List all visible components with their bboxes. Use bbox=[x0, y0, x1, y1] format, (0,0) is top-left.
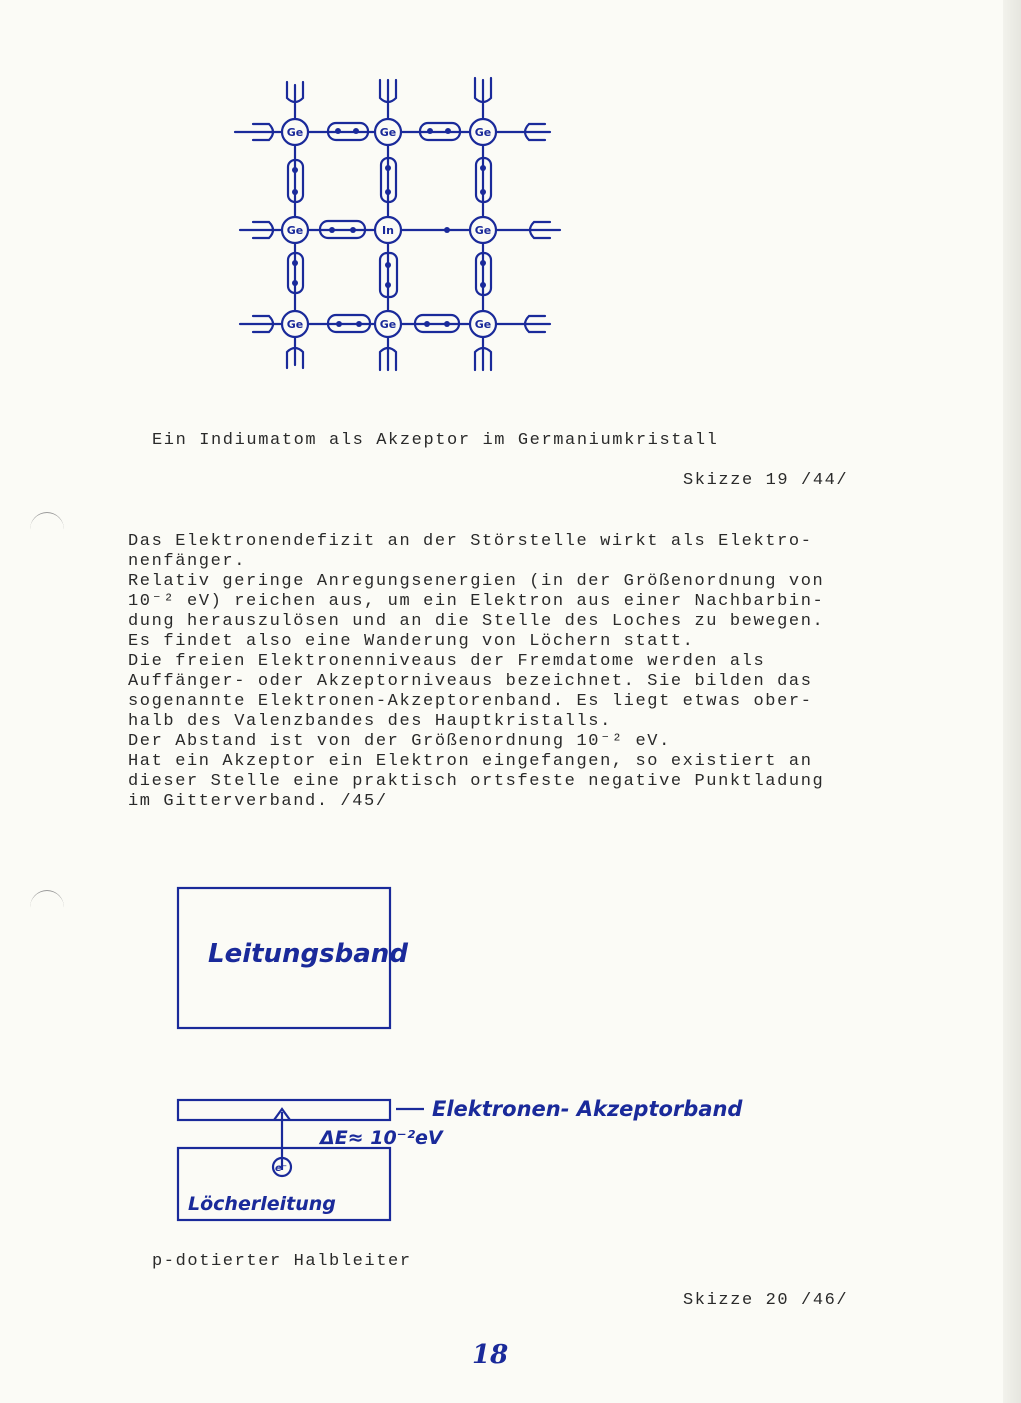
body-line: im Gitterverband. /45/ bbox=[128, 792, 388, 811]
page-number: 18 bbox=[472, 1340, 509, 1370]
atom-label: Ge bbox=[286, 224, 304, 237]
atom-label: Ge bbox=[379, 126, 397, 139]
body-line: Das Elektronendefizit an der Störstelle wirkt als Elektro- bbox=[128, 532, 813, 551]
body-line: Die freien Elektronenniveaus der Fremdatome werden als bbox=[128, 652, 766, 671]
body-line: halb des Valenzbandes des Hauptkristalls. bbox=[128, 712, 612, 731]
atom-label: Ge bbox=[286, 318, 304, 331]
figure1-reference: Skizze 19 /44/ bbox=[683, 471, 849, 490]
hole-conduction-label: Löcherleitung bbox=[188, 1193, 336, 1215]
punch-hole-mark bbox=[30, 512, 64, 547]
page-edge bbox=[1003, 0, 1021, 1403]
indium-atom-label: In bbox=[382, 224, 394, 237]
body-line: Es findet also eine Wanderung von Löchern statt. bbox=[128, 632, 695, 651]
body-line: Relativ geringe Anregungsenergien (in der Größenordnung von bbox=[128, 572, 825, 591]
band-diagram bbox=[170, 880, 750, 1230]
body-line: nenfänger. bbox=[128, 552, 247, 571]
conduction-band-label: Leitungsband bbox=[208, 939, 408, 969]
figure2-reference: Skizze 20 /46/ bbox=[683, 1291, 849, 1310]
body-line: Auffänger- oder Akzeptorniveaus bezeichnet. Sie bilden das bbox=[128, 672, 813, 691]
body-line: Der Abstand ist von der Größenordnung 10⁻² eV. bbox=[128, 732, 671, 751]
atom-label: Ge bbox=[474, 318, 492, 331]
body-line: Hat ein Akzeptor ein Elektron eingefangen, so existiert an bbox=[128, 752, 813, 771]
energy-gap-label: ΔE≈ 10⁻²eV bbox=[320, 1127, 443, 1149]
atom-label: Ge bbox=[474, 224, 492, 237]
body-line: dieser Stelle eine praktisch ortsfeste negative Punktladung bbox=[128, 772, 825, 791]
atom-label: Ge bbox=[474, 126, 492, 139]
figure1-caption: Ein Indiumatom als Akzeptor im Germaniumkristall bbox=[152, 431, 719, 450]
lattice-sketch bbox=[215, 70, 565, 400]
punch-hole-mark bbox=[30, 890, 64, 925]
electron-label: e⁻ bbox=[275, 1163, 288, 1174]
body-line: 10⁻² eV) reichen aus, um ein Elektron aus einer Nachbarbin- bbox=[128, 592, 825, 611]
figure2-caption: p-dotierter Halbleiter bbox=[152, 1252, 412, 1271]
acceptor-band-label: Elektronen- Akzeptorband bbox=[432, 1097, 743, 1121]
atom-label: Ge bbox=[379, 318, 397, 331]
body-line: sogenannte Elektronen-Akzeptorenband. Es liegt etwas ober- bbox=[128, 692, 813, 711]
atom-label: Ge bbox=[286, 126, 304, 139]
body-line: dung herauszulösen und an die Stelle des Loches zu bewegen. bbox=[128, 612, 825, 631]
